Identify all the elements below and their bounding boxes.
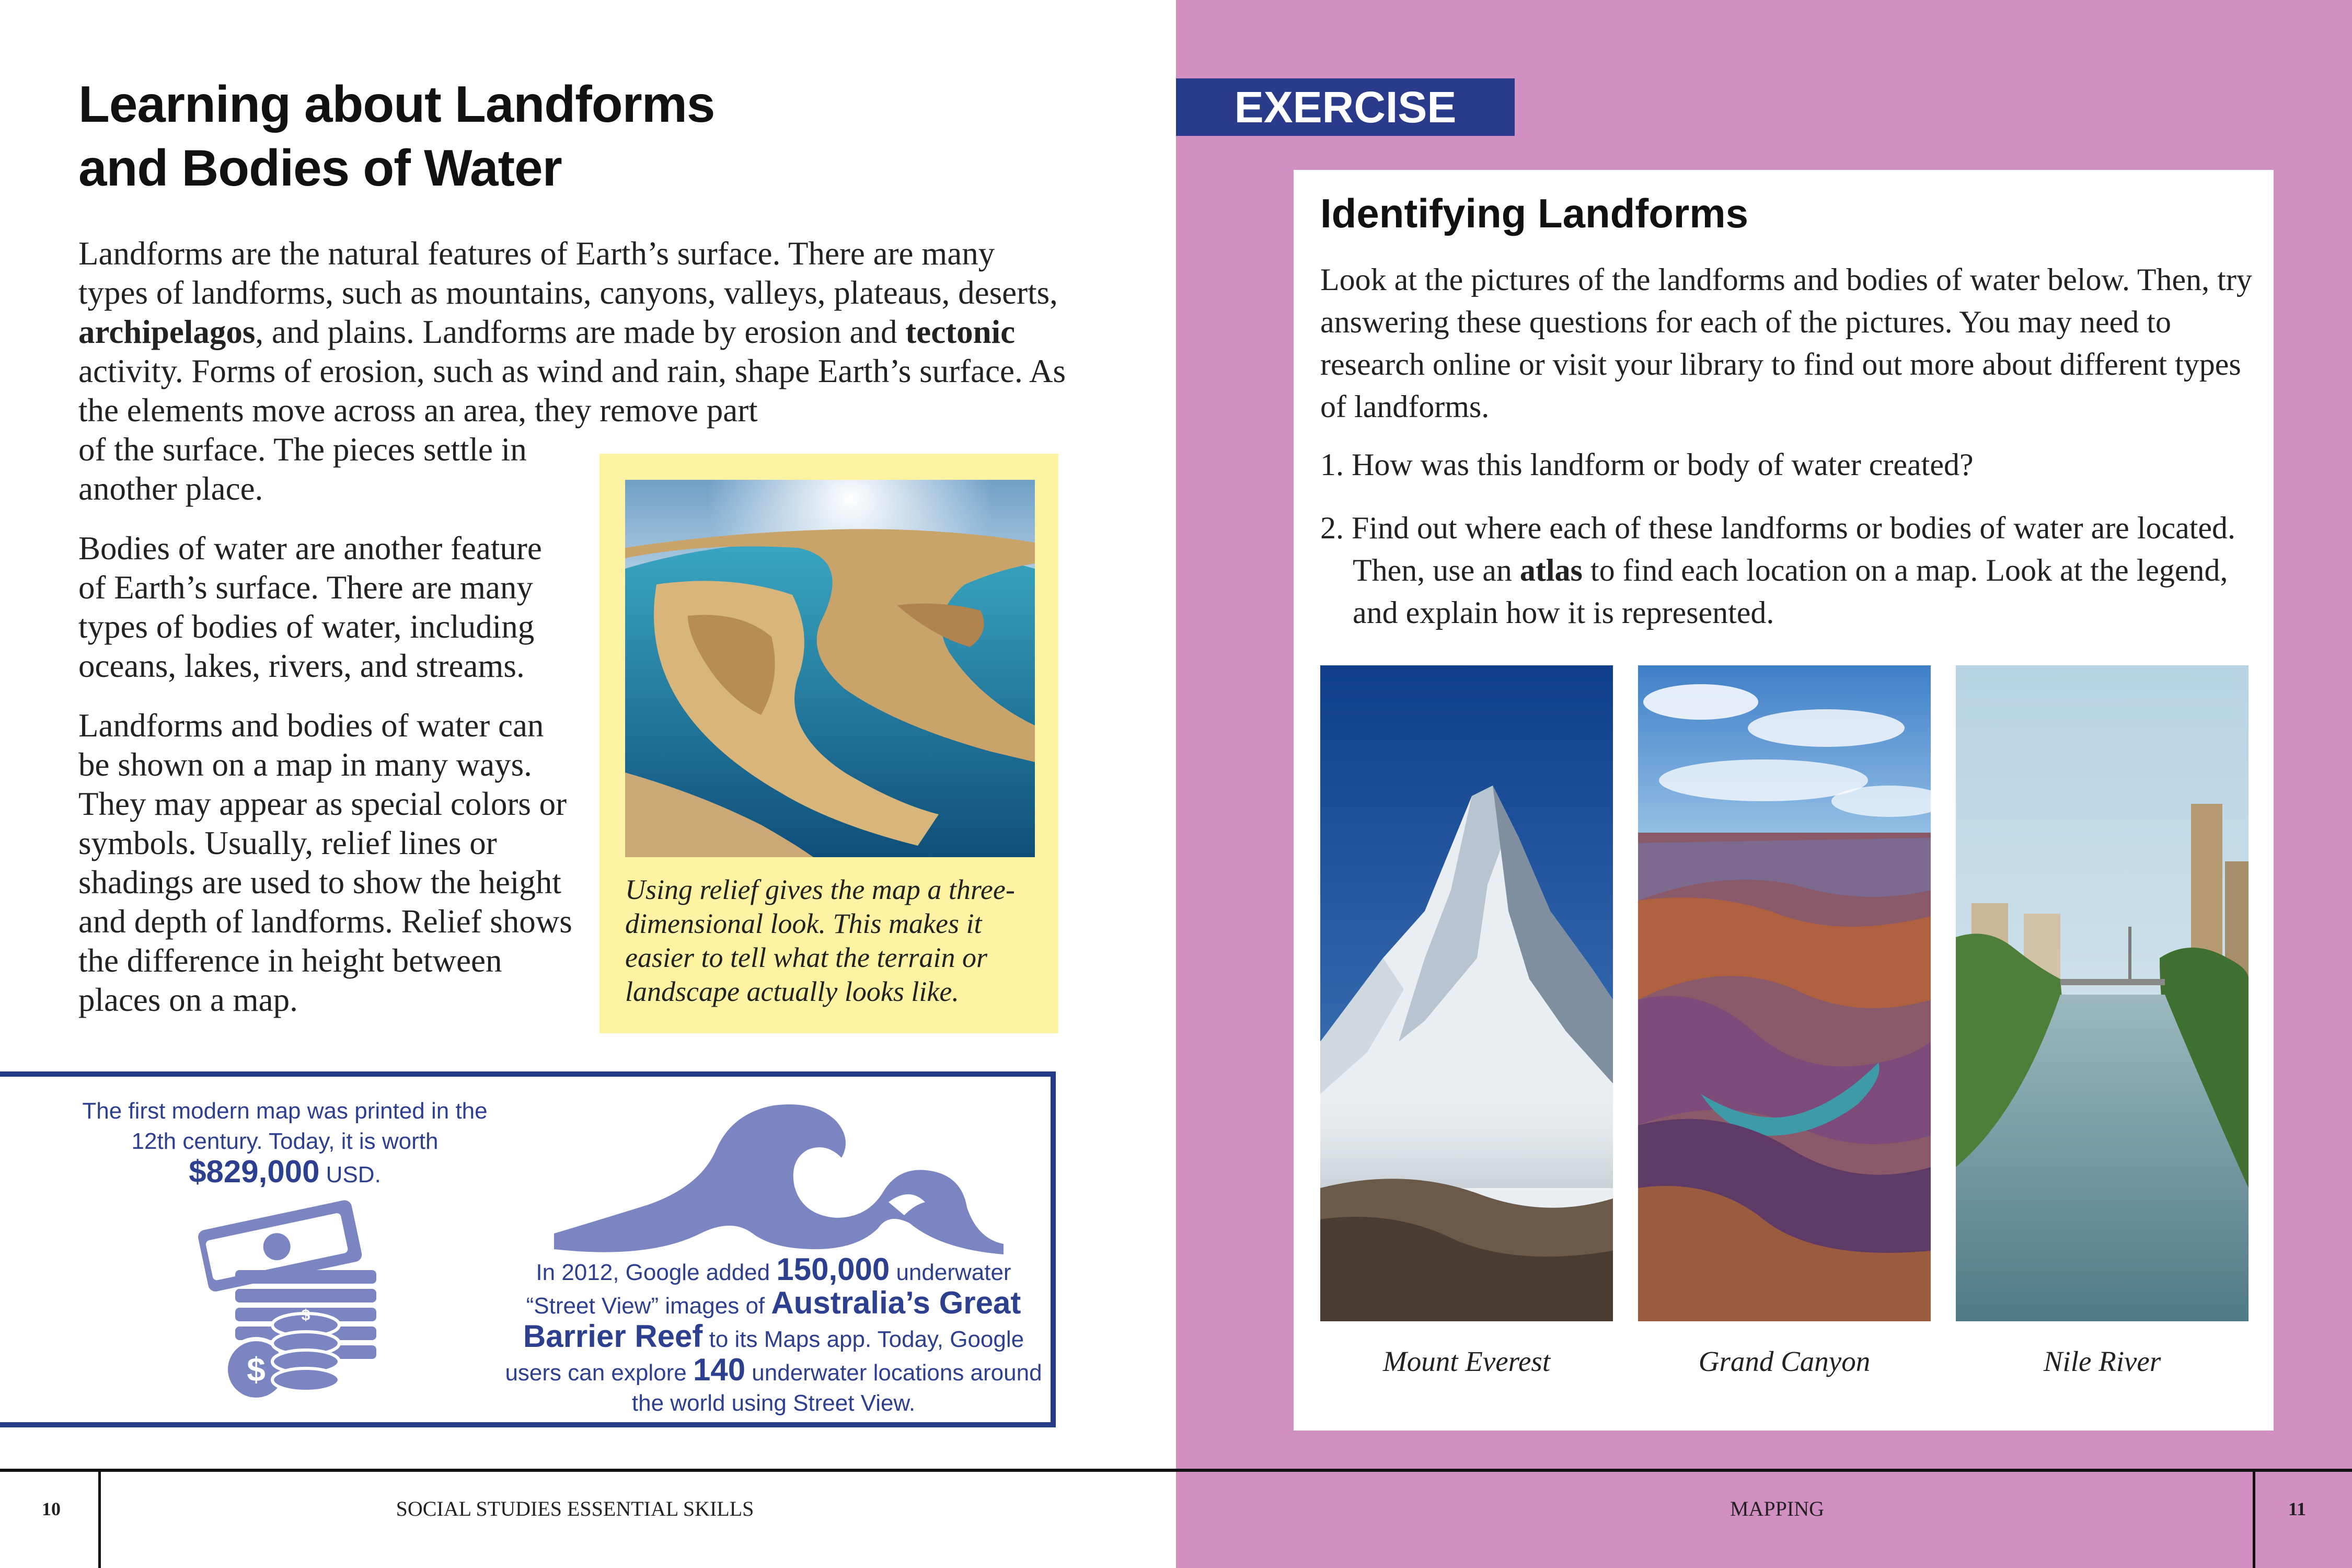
svg-text:$: $ bbox=[301, 1307, 310, 1324]
relief-caption: Using relief gives the map a three-dimensional look. This makes it easier to tell what the terrain or landscape actually looks like. bbox=[625, 874, 1015, 1007]
paragraph-relief: Landforms and bodies of water can be shown on a map in many ways. They may appear as special colors or symbols. Usually, relief lines or shadings are used to show the height and depth of landforms. Relief shows the difference in height between places on a map. bbox=[78, 707, 572, 1018]
fact-map-value bbox=[73, 1096, 497, 1190]
q2-text-c: to find each location on a map. Look at the legend, and explain how it is represented. bbox=[1353, 553, 2228, 630]
ocean-wave-icon bbox=[544, 1092, 1014, 1270]
photo-nile-river bbox=[1956, 665, 2249, 1321]
footer-divider-right bbox=[2253, 1472, 2255, 1568]
page-number-left: 10 bbox=[42, 1498, 61, 1519]
page-title bbox=[78, 72, 1071, 200]
page-number-right: 11 bbox=[2288, 1498, 2306, 1519]
caption-mount-everest: Mount Everest bbox=[1382, 1345, 1551, 1377]
fact-street-view bbox=[502, 1254, 1045, 1419]
caption-nile-river: Nile River bbox=[2043, 1345, 2161, 1377]
fact1-text-a: The first modern map was printed in the 12th century. Today, it is worth bbox=[82, 1098, 488, 1154]
exercise-intro: Look at the pictures of the landforms and bodies of water below. Then, try answering these questions for each of the pictures. You may need to research online or visit your library to find out more about different types of landforms. bbox=[1320, 262, 2252, 424]
footer-title-left: SOCIAL STUDIES ESSENTIAL SKILLS bbox=[396, 1497, 754, 1520]
fact2-text-c: to its Maps app. Today, Google users can explore bbox=[505, 1327, 1024, 1386]
fact2-highlight-reef: Australia’s Great Barrier Reef bbox=[523, 1285, 1021, 1354]
caption-grand-canyon: Grand Canyon bbox=[1698, 1345, 1871, 1377]
fact1-highlight: $829,000 bbox=[189, 1154, 320, 1189]
term-atlas: atlas bbox=[1519, 553, 1583, 587]
fact2-text-a: In 2012, Google added bbox=[536, 1260, 777, 1285]
exercise-title: Identifying Landforms bbox=[1320, 190, 1748, 236]
footer-title-right: MAPPING bbox=[1730, 1497, 1825, 1520]
q2-text-a: 2. Find out where each of these landforms or bodies of water are located. Then, use an bbox=[1320, 511, 2236, 587]
relief-map-image bbox=[625, 480, 1035, 857]
photo-grand-canyon bbox=[1638, 665, 1931, 1321]
exercise-question-1: 1. How was this landform or body of water created? bbox=[1320, 447, 1974, 482]
term-tectonic: tectonic bbox=[905, 314, 1016, 350]
para1-text-a: Landforms are the natural features of Earth’s surface. There are many types of landforms, such as mountains, canyons, valleys, plateaus, deserts, bbox=[78, 235, 1058, 311]
paragraph-bodies-of-water: Bodies of water are another feature of Earth’s surface. There are many types of bodies of water, including oceans, lakes, rivers, and streams. bbox=[78, 530, 542, 684]
para1-text-e: activity. Forms of erosion, such as wind and rain, shape Earth’s surface. As the elements move across an area, they remove part bbox=[78, 353, 1066, 429]
photo-mount-everest bbox=[1320, 665, 1613, 1321]
paragraph-landforms-cont: of the surface. The pieces settle in another place. bbox=[78, 431, 527, 507]
term-archipelagos: archipelagos bbox=[78, 314, 256, 350]
footer-divider-left bbox=[98, 1472, 101, 1568]
exercise-question-2 bbox=[1320, 507, 2256, 634]
para1-text-c: , and plains. Landforms are made by erosion and bbox=[255, 314, 906, 350]
fact1-text-b: USD. bbox=[319, 1162, 381, 1187]
paragraph-landforms bbox=[78, 234, 1071, 430]
title-line-1: Learning about Landforms bbox=[78, 75, 715, 133]
money-stack-coins-icon bbox=[172, 1192, 382, 1401]
svg-text:$: $ bbox=[247, 1351, 266, 1388]
fact2-text-b: underwater “Street View” images of bbox=[526, 1260, 1011, 1319]
title-line-2: and Bodies of Water bbox=[78, 139, 562, 197]
exercise-label: EXERCISE bbox=[1234, 83, 1457, 132]
fact2-highlight-140: 140 bbox=[693, 1352, 746, 1387]
fact2-text-d: underwater locations around the world using Street View. bbox=[631, 1360, 1042, 1416]
footer-rule bbox=[0, 1469, 2352, 1472]
fact2-highlight-150000: 150,000 bbox=[776, 1252, 890, 1287]
